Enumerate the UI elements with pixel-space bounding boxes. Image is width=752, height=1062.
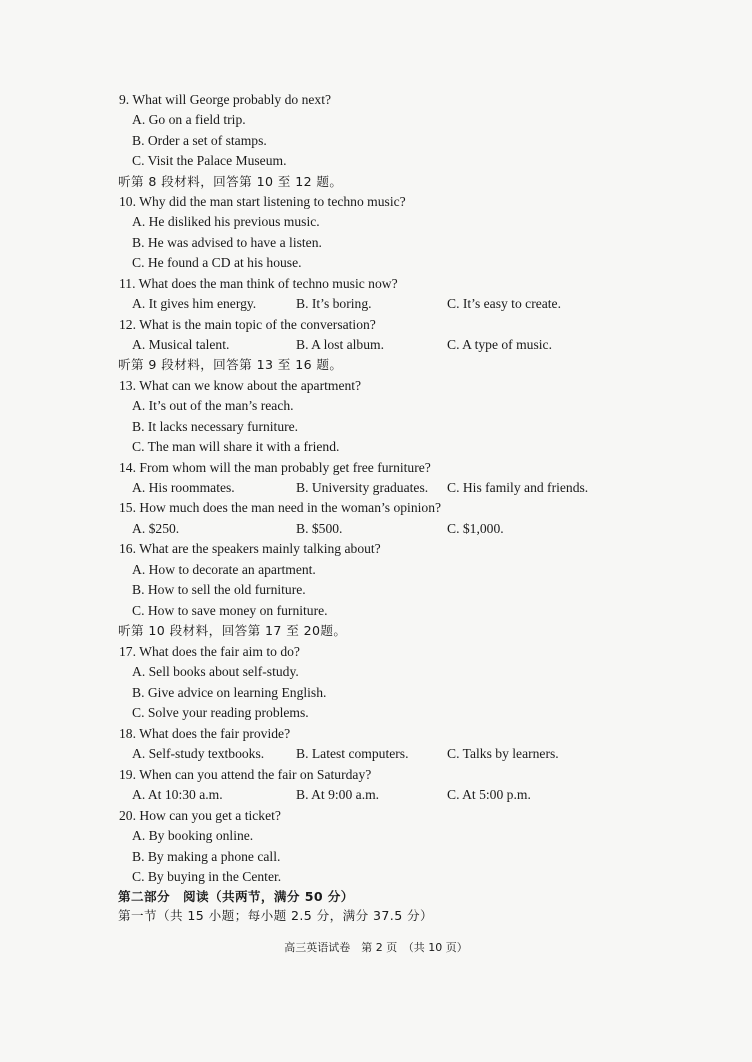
question-19: 19. When can you attend the fair on Saturday? [119, 767, 372, 782]
section-instruction-9: 听第 9 段材料，回答第 13 至 16 题。 [118, 357, 343, 372]
q9-option-c: C. Visit the Palace Museum. [132, 153, 287, 168]
part-two-section-one: 第一节（共 15 小题；每小题 2.5 分，满分 37.5 分） [118, 908, 434, 923]
q15-option-b: B. $500. [296, 521, 343, 536]
question-9: 9. What will George probably do next? [119, 92, 332, 107]
page-footer: 高三英语试卷 第 2 页 （共 10 页） [284, 941, 468, 954]
question-20: 20. How can you get a ticket? [119, 808, 281, 823]
q10-option-c: C. He found a CD at his house. [132, 255, 302, 270]
q9-option-a: A. Go on a field trip. [132, 112, 246, 127]
q16-option-a: A. How to decorate an apartment. [132, 562, 316, 577]
question-12: 12. What is the main topic of the conversation? [119, 317, 376, 332]
question-15: 15. How much does the man need in the woman’s opinion? [119, 500, 442, 515]
q20-option-a: A. By booking online. [132, 828, 254, 843]
q19-option-b: B. At 9:00 a.m. [296, 787, 380, 802]
q11-option-b: B. It’s boring. [296, 296, 372, 311]
question-10: 10. Why did the man start listening to techno music? [119, 194, 406, 209]
q16-option-c: C. How to save money on furniture. [132, 603, 328, 618]
q20-option-c: C. By buying in the Center. [132, 869, 282, 884]
question-16: 16. What are the speakers mainly talking about? [119, 541, 381, 556]
q18-option-c: C. Talks by learners. [447, 746, 559, 761]
q13-option-a: A. It’s out of the man’s reach. [132, 398, 294, 413]
q12-option-c: C. A type of music. [447, 337, 552, 352]
question-17: 17. What does the fair aim to do? [119, 644, 300, 659]
q15-option-c: C. $1,000. [447, 521, 504, 536]
q13-option-c: C. The man will share it with a friend. [132, 439, 340, 454]
question-11: 11. What does the man think of techno music now? [119, 276, 398, 291]
section-instruction-10: 听第 10 段材料，回答第 17 至 20题。 [118, 623, 347, 638]
q19-option-a: A. At 10:30 a.m. [132, 787, 223, 802]
q18-option-b: B. Latest computers. [296, 746, 409, 761]
q18-option-a: A. Self-study textbooks. [132, 746, 265, 761]
q12-option-b: B. A lost album. [296, 337, 384, 352]
part-two-heading: 第二部分 阅读（共两节，满分 50 分） [118, 889, 354, 904]
q12-option-a: A. Musical talent. [132, 337, 230, 352]
question-13: 13. What can we know about the apartment? [119, 378, 362, 393]
q14-option-b: B. University graduates. [296, 480, 429, 495]
q13-option-b: B. It lacks necessary furniture. [132, 419, 299, 434]
q17-option-b: B. Give advice on learning English. [132, 685, 327, 700]
q16-option-b: B. How to sell the old furniture. [132, 582, 306, 597]
q11-option-a: A. It gives him energy. [132, 296, 257, 311]
q14-option-c: C. His family and friends. [447, 480, 589, 495]
q9-option-b: B. Order a set of stamps. [132, 133, 267, 148]
q17-option-c: C. Solve your reading problems. [132, 705, 309, 720]
question-14: 14. From whom will the man probably get free furniture? [119, 460, 431, 475]
q15-option-a: A. $250. [132, 521, 180, 536]
q10-option-b: B. He was advised to have a listen. [132, 235, 322, 250]
section-instruction-8: 听第 8 段材料，回答第 10 至 12 题。 [118, 174, 343, 189]
q11-option-c: C. It’s easy to create. [447, 296, 561, 311]
q19-option-c: C. At 5:00 p.m. [447, 787, 531, 802]
q10-option-a: A. He disliked his previous music. [132, 214, 320, 229]
q14-option-a: A. His roommates. [132, 480, 235, 495]
q20-option-b: B. By making a phone call. [132, 849, 281, 864]
question-18: 18. What does the fair provide? [119, 726, 291, 741]
q17-option-a: A. Sell books about self-study. [132, 664, 299, 679]
